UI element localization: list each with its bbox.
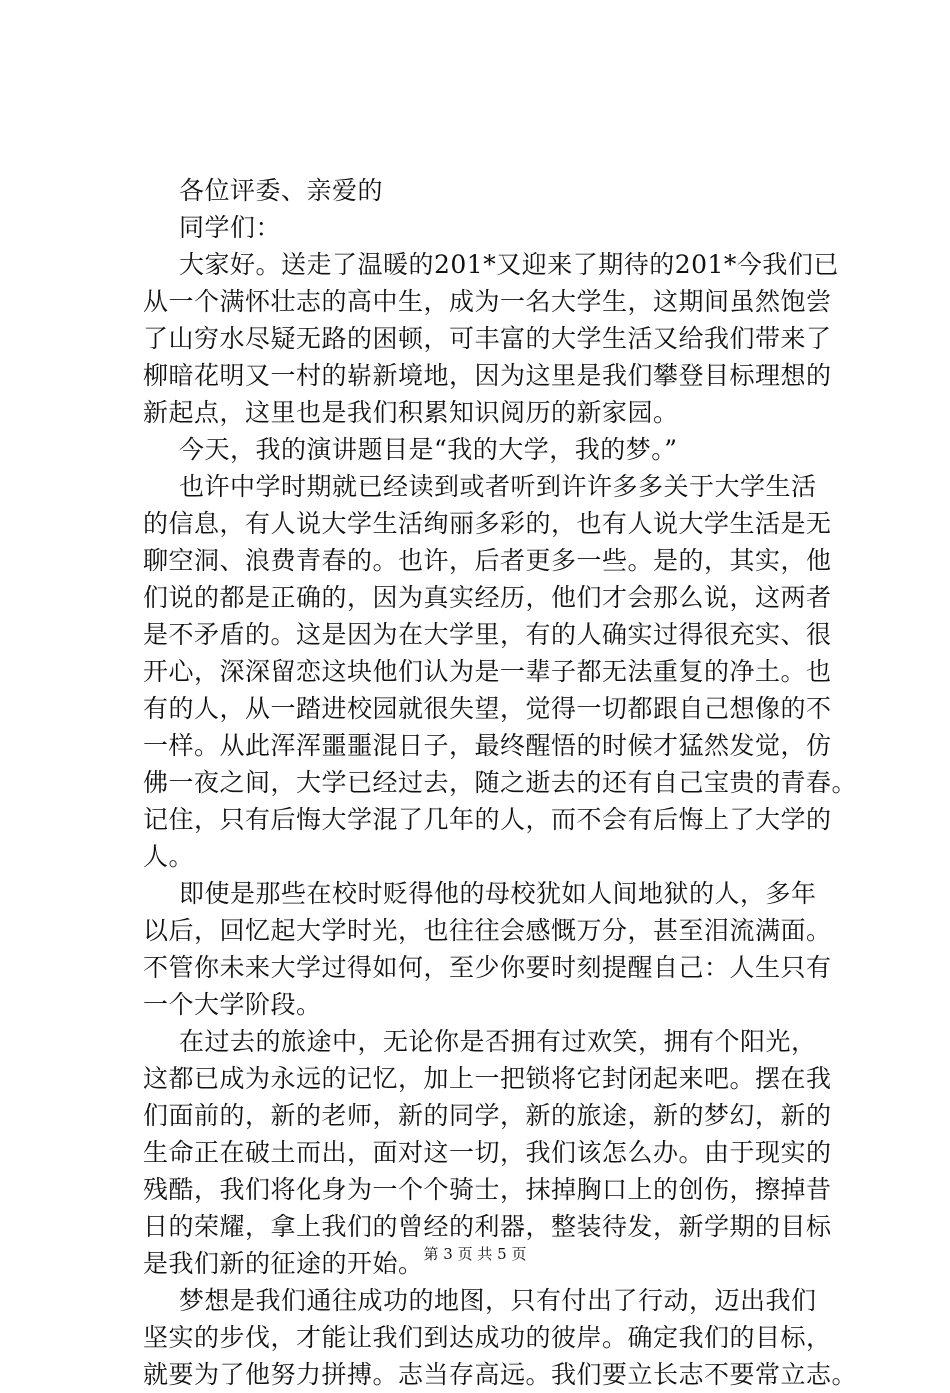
paragraph-line: 开心，深深留恋这块他们认为是一辈子都无法重复的净土。也 xyxy=(143,657,832,686)
paragraph-line: 佛一夜之间，大学已经过去，随之逝去的还有自己宝贵的青春。 xyxy=(143,768,858,797)
paragraph-line: 残酷，我们将化身为一个个骑士，抹掉胸口上的创伤，擦掉昔 xyxy=(143,1175,832,1204)
salutation-line: 各位评委、亲爱的 xyxy=(179,176,384,205)
paragraph-line: 大家好。送走了温暖的201*又迎来了期待的201*今我们已 xyxy=(179,250,839,279)
paragraph-line: 人。 xyxy=(143,842,195,871)
paragraph-line: 新起点，这里也是我们积累知识阅历的新家园。 xyxy=(143,398,679,427)
paragraph-line: 也许中学时期就已经读到或者听到许许多多关于大学生活 xyxy=(179,472,817,501)
paragraph-line: 柳暗花明又一村的崭新境地，因为这里是我们攀登目标理想的 xyxy=(143,361,832,390)
paragraph-line: 不管你未来大学过得如何，至少你要时刻提醒自己：人生只有 xyxy=(143,953,832,982)
paragraph-line: 是我们新的征途的开始。 xyxy=(143,1249,424,1278)
paragraph-line: 们说的都是正确的，因为真实经历，他们才会那么说，这两者 xyxy=(143,583,832,612)
paragraph-line: 从一个满怀壮志的高中生，成为一名大学生，这期间虽然饱尝 xyxy=(143,287,832,316)
paragraph-line: 记住，只有后悔大学混了几年的人，而不会有后悔上了大学的 xyxy=(143,805,832,834)
paragraph-line: 就要为了他努力拼搏。志当存高远。我们要立长志不要常立志。 xyxy=(143,1360,858,1389)
paragraph-line: 梦想是我们通往成功的地图，只有付出了行动，迈出我们 xyxy=(179,1286,817,1315)
paragraph-line: 在过去的旅途中，无论你是否拥有过欢笑，拥有个阳光， xyxy=(179,1027,817,1056)
paragraph-line: 聊空洞、浪费青春的。也许，后者更多一些。是的，其实，他 xyxy=(143,546,832,575)
paragraph-line: 生命正在破土而出，面对这一切，我们该怎么办。由于现实的 xyxy=(143,1138,832,1167)
paragraph-line: 即使是那些在校时贬得他的母校犹如人间地狱的人，多年 xyxy=(179,879,817,908)
paragraph-line: 是不矛盾的。这是因为在大学里，有的人确实过得很充实、很 xyxy=(143,620,832,649)
paragraph-line: 今天，我的演讲题目是“我的大学，我的梦。” xyxy=(179,435,678,464)
page-number-footer: 第 3 页 共 5 页 xyxy=(423,1245,527,1263)
paragraph-line: 的信息，有人说大学生活绚丽多彩的，也有人说大学生活是无 xyxy=(143,509,832,538)
salutation-line: 同学们： xyxy=(179,213,282,242)
paragraph-line: 日的荣耀，拿上我们的曾经的利器，整装待发，新学期的目标 xyxy=(143,1212,832,1241)
paragraph-line: 们面前的，新的老师，新的同学，新的旅途，新的梦幻，新的 xyxy=(143,1101,832,1130)
paragraph-line: 有的人，从一踏进校园就很失望，觉得一切都跟自己想像的不 xyxy=(143,694,832,723)
paragraph-line: 一个大学阶段。 xyxy=(143,990,322,1019)
paragraph-line: 以后，回忆起大学时光，也往往会感慨万分，甚至泪流满面。 xyxy=(143,916,832,945)
paragraph-line: 坚实的步伐，才能让我们到达成功的彼岸。确定我们的目标， xyxy=(143,1323,832,1352)
document-body xyxy=(143,172,858,1393)
paragraph-line: 一样。从此浑浑噩噩混日子，最终醒悟的时候才猛然发觉，仿 xyxy=(143,731,832,760)
paragraph-line: 这都已成为永远的记忆，加上一把锁将它封闭起来吧。摆在我 xyxy=(143,1064,832,1093)
paragraph-line: 了山穷水尽疑无路的困顿，可丰富的大学生活又给我们带来了 xyxy=(143,324,832,353)
